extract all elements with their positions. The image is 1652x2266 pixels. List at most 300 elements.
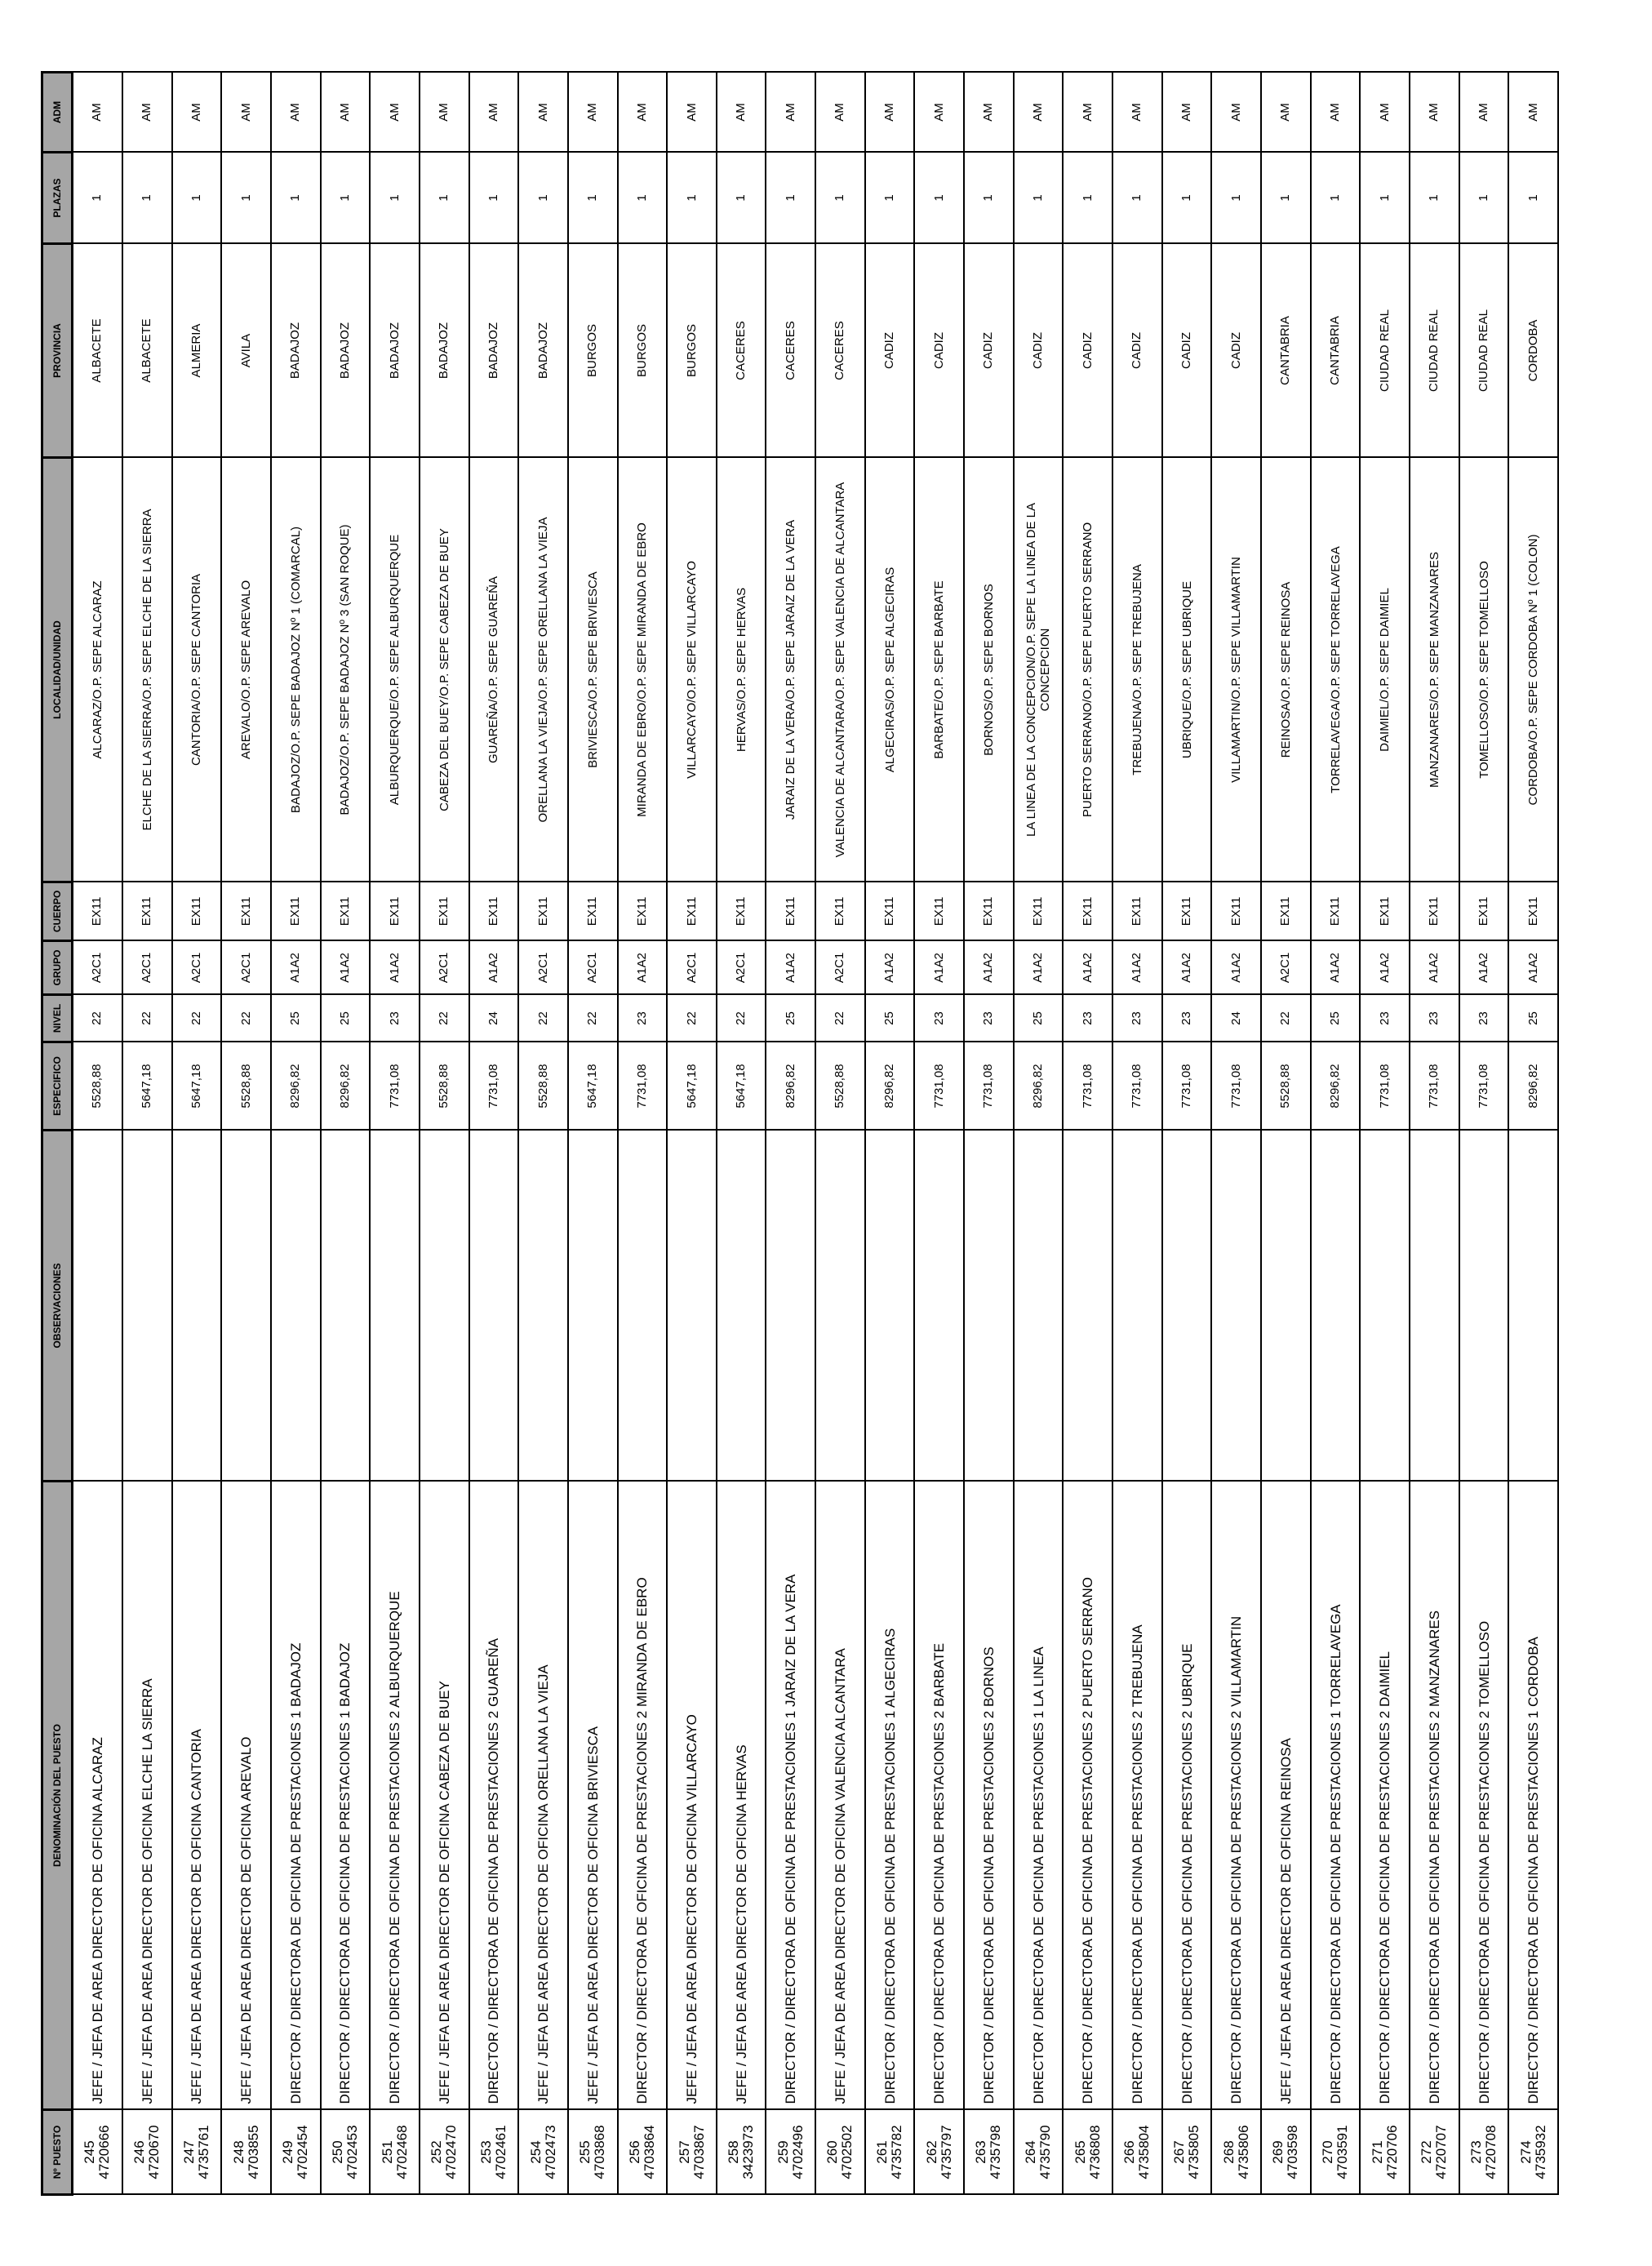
cell-nivel: 22 [1261, 995, 1311, 1042]
cell-cuerpo: EX11 [1063, 882, 1112, 941]
cell-especifico: 8296,82 [1311, 1042, 1361, 1131]
cell-localidad: AREVALO/O.P. SEPE AREVALO [221, 458, 271, 882]
cell-localidad: HERVAS/O.P. SEPE HERVAS [717, 458, 766, 882]
puesto-number: 252 [429, 2140, 445, 2164]
cell-especifico: 5528,88 [815, 1042, 865, 1131]
puesto-code: 3423973 [740, 2125, 757, 2179]
cell-observaciones [1261, 1131, 1311, 1482]
puesto-code: 4735761 [195, 2125, 211, 2179]
cell-grupo: A2C1 [1261, 941, 1311, 995]
header-nivel: NIVEL [42, 995, 73, 1042]
cell-cuerpo: EX11 [1014, 882, 1064, 941]
table-row [420, 73, 469, 2195]
puesto-code: 4703591 [1334, 2125, 1351, 2179]
cell-plazas: 1 [1162, 153, 1212, 244]
cell-plazas: 1 [1014, 153, 1064, 244]
table-row [964, 73, 1014, 2195]
cell-adm: AM [1261, 73, 1311, 153]
cell-localidad: ORELLANA LA VIEJA/O.P. SEPE ORELLANA LA VIEJA [518, 458, 568, 882]
cell-localidad: CABEZA DEL BUEY/O.P. SEPE CABEZA DE BUEY [420, 458, 469, 882]
cell-especifico: 8296,82 [1508, 1042, 1558, 1131]
cell-denominacion: JEFE / JEFA DE AREA DIRECTOR DE OFICINA VALENCIA ALCANTARA [815, 1482, 865, 2110]
cell-provincia: BURGOS [568, 244, 618, 458]
table-row [1508, 73, 1558, 2195]
cell-denominacion: JEFE / JEFA DE AREA DIRECTOR DE OFICINA CANTORIA [172, 1482, 222, 2110]
cell-nivel: 22 [420, 995, 469, 1042]
cell-provincia: AVILA [221, 244, 271, 458]
cell-puesto [1410, 2110, 1459, 2195]
puesto-number: 263 [973, 2140, 989, 2164]
cell-adm: AM [1014, 73, 1064, 153]
cell-plazas: 1 [122, 153, 172, 244]
table-row [518, 73, 568, 2195]
puesto-code: 4702454 [295, 2125, 311, 2179]
cell-observaciones [717, 1131, 766, 1482]
table-row [73, 73, 122, 2195]
cell-adm: AM [1360, 73, 1410, 153]
cell-denominacion: DIRECTOR / DIRECTORA DE OFICINA DE PRESTACIONES 1 TORRELAVEGA [1311, 1482, 1361, 2110]
puesto-code: 4735790 [1037, 2125, 1054, 2179]
cell-adm: AM [1459, 73, 1509, 153]
cell-observaciones [321, 1131, 371, 1482]
cell-provincia: ALMERIA [172, 244, 222, 458]
header-puesto: Nº PUESTO [42, 2110, 73, 2195]
cell-denominacion: JEFE / JEFA DE AREA DIRECTOR DE OFICINA ELCHE LA SIERRA [122, 1482, 172, 2110]
cell-provincia: CIUDAD REAL [1459, 244, 1509, 458]
cell-plazas: 1 [667, 153, 717, 244]
table-row [1014, 73, 1064, 2195]
puesto-number: 269 [1270, 2140, 1286, 2164]
cell-localidad: TREBUJENA/O.P. SEPE TREBUJENA [1112, 458, 1162, 882]
cell-grupo: A1A2 [618, 941, 668, 995]
cell-grupo: A2C1 [172, 941, 222, 995]
cell-localidad: REINOSA/O.P. SEPE REINOSA [1261, 458, 1311, 882]
puesto-code: 4702453 [344, 2125, 360, 2179]
cell-cuerpo: EX11 [1459, 882, 1509, 941]
table-row [1063, 73, 1112, 2195]
puesto-code: 4703855 [245, 2125, 261, 2179]
cell-nivel: 25 [1508, 995, 1558, 1042]
table-row [568, 73, 618, 2195]
cell-plazas: 1 [766, 153, 815, 244]
cell-puesto [717, 2110, 766, 2195]
cell-puesto [122, 2110, 172, 2195]
cell-grupo: A1A2 [1112, 941, 1162, 995]
cell-puesto [420, 2110, 469, 2195]
cell-localidad: BORNOS/O.P. SEPE BORNOS [964, 458, 1014, 882]
puesto-number: 261 [874, 2140, 890, 2164]
cell-nivel: 22 [717, 995, 766, 1042]
cell-localidad: TOMELLOSO/O.P. SEPE TOMELLOSO [1459, 458, 1509, 882]
puesto-number: 262 [923, 2140, 939, 2164]
cell-adm: AM [1410, 73, 1459, 153]
puesto-number: 267 [1171, 2140, 1188, 2164]
cell-puesto [1063, 2110, 1112, 2195]
cell-localidad: DAIMIEL/O.P. SEPE DAIMIEL [1360, 458, 1410, 882]
cell-nivel: 23 [370, 995, 420, 1042]
cell-puesto [73, 2110, 122, 2195]
cell-puesto [618, 2110, 668, 2195]
puesto-number: 259 [775, 2140, 791, 2164]
table-header-row [42, 73, 73, 2195]
table-row [717, 73, 766, 2195]
puesto-code: 4702468 [393, 2125, 410, 2179]
cell-grupo: A1A2 [321, 941, 371, 995]
puesto-code: 4720670 [146, 2125, 162, 2179]
cell-grupo: A1A2 [1508, 941, 1558, 995]
cell-adm: AM [1311, 73, 1361, 153]
puesto-number: 250 [329, 2140, 345, 2164]
cell-especifico: 5647,18 [568, 1042, 618, 1131]
cell-provincia: CORDOBA [1508, 244, 1558, 458]
cell-especifico: 7731,08 [469, 1042, 519, 1131]
cell-especifico: 8296,82 [271, 1042, 321, 1131]
cell-plazas: 1 [469, 153, 519, 244]
cell-puesto [1162, 2110, 1212, 2195]
cell-observaciones [420, 1131, 469, 1482]
cell-observaciones [518, 1131, 568, 1482]
cell-cuerpo: EX11 [469, 882, 519, 941]
cell-plazas: 1 [1410, 153, 1459, 244]
cell-provincia: BADAJOZ [469, 244, 519, 458]
cell-nivel: 25 [271, 995, 321, 1042]
cell-grupo: A1A2 [271, 941, 321, 995]
cell-adm: AM [667, 73, 717, 153]
puesto-code: 4702473 [542, 2125, 558, 2179]
table-row [172, 73, 222, 2195]
cell-plazas: 1 [914, 153, 964, 244]
cell-adm: AM [568, 73, 618, 153]
cell-especifico: 7731,08 [1459, 1042, 1509, 1131]
puesto-number: 251 [379, 2140, 395, 2164]
cell-especifico: 7731,08 [618, 1042, 668, 1131]
puesto-code: 4720706 [1383, 2125, 1400, 2179]
cell-nivel: 22 [815, 995, 865, 1042]
cell-nivel: 24 [469, 995, 519, 1042]
cell-observaciones [1211, 1131, 1261, 1482]
cell-provincia: ALBACETE [73, 244, 122, 458]
puesto-number: 255 [577, 2140, 593, 2164]
cell-localidad: VILLAMARTIN/O.P. SEPE VILLAMARTIN [1211, 458, 1261, 882]
cell-puesto [964, 2110, 1014, 2195]
cell-adm: AM [321, 73, 371, 153]
cell-adm: AM [618, 73, 668, 153]
cell-especifico: 5528,88 [221, 1042, 271, 1131]
cell-denominacion: DIRECTOR / DIRECTORA DE OFICINA DE PRESTACIONES 2 DAIMIEL [1360, 1482, 1410, 2110]
cell-puesto [914, 2110, 964, 2195]
cell-provincia: CANTABRIA [1261, 244, 1311, 458]
cell-puesto [766, 2110, 815, 2195]
cell-observaciones [370, 1131, 420, 1482]
table-body [73, 73, 1559, 2195]
cell-provincia: CIUDAD REAL [1360, 244, 1410, 458]
cell-cuerpo: EX11 [122, 882, 172, 941]
cell-denominacion: DIRECTOR / DIRECTORA DE OFICINA DE PRESTACIONES 2 TOMELLOSO [1459, 1482, 1509, 2110]
cell-provincia: CADIZ [1112, 244, 1162, 458]
cell-plazas: 1 [865, 153, 915, 244]
cell-localidad: VALENCIA DE ALCANTARA/O.P. SEPE VALENCIA DE ALCANTARA [815, 458, 865, 882]
cell-cuerpo: EX11 [717, 882, 766, 941]
cell-localidad: BRIVIESCA/O.P. SEPE BRIVIESCA [568, 458, 618, 882]
puesto-number: 253 [477, 2140, 494, 2164]
cell-especifico: 7731,08 [1410, 1042, 1459, 1131]
table-row [1162, 73, 1212, 2195]
cell-denominacion: DIRECTOR / DIRECTORA DE OFICINA DE PRESTACIONES 2 VILLAMARTIN [1211, 1482, 1261, 2110]
cell-puesto [1311, 2110, 1361, 2195]
cell-nivel: 22 [518, 995, 568, 1042]
cell-grupo: A2C1 [122, 941, 172, 995]
puesto-number: 274 [1517, 2140, 1534, 2164]
cell-provincia: CADIZ [1211, 244, 1261, 458]
cell-adm: AM [1063, 73, 1112, 153]
cell-adm: AM [717, 73, 766, 153]
cell-cuerpo: EX11 [73, 882, 122, 941]
cell-adm: AM [1162, 73, 1212, 153]
cell-localidad: BADAJOZ/O.P. SEPE BADAJOZ Nº 3 (SAN ROQUE) [321, 458, 371, 882]
cell-nivel: 23 [1360, 995, 1410, 1042]
cell-observaciones [122, 1131, 172, 1482]
cell-grupo: A2C1 [667, 941, 717, 995]
cell-provincia: BADAJOZ [518, 244, 568, 458]
table-row [1211, 73, 1261, 2195]
puesto-number: 264 [1023, 2140, 1039, 2164]
cell-adm: AM [172, 73, 222, 153]
cell-especifico: 7731,08 [1063, 1042, 1112, 1131]
cell-plazas: 1 [1459, 153, 1509, 244]
cell-nivel: 23 [964, 995, 1014, 1042]
cell-plazas: 1 [321, 153, 371, 244]
cell-puesto [321, 2110, 371, 2195]
cell-observaciones [1360, 1131, 1410, 1482]
table-row [1410, 73, 1459, 2195]
cell-puesto [271, 2110, 321, 2195]
cell-cuerpo: EX11 [914, 882, 964, 941]
cell-observaciones [469, 1131, 519, 1482]
puesto-number: 254 [527, 2140, 544, 2164]
cell-especifico: 5528,88 [518, 1042, 568, 1131]
cell-adm: AM [271, 73, 321, 153]
cell-localidad: JARAIZ DE LA VERA/O.P. SEPE JARAIZ DE LA VERA [766, 458, 815, 882]
puesto-code: 4735806 [1235, 2125, 1251, 2179]
cell-denominacion: JEFE / JEFA DE AREA DIRECTOR DE OFICINA VILLARCAYO [667, 1482, 717, 2110]
cell-adm: AM [1112, 73, 1162, 153]
cell-grupo: A1A2 [964, 941, 1014, 995]
cell-grupo: A2C1 [221, 941, 271, 995]
cell-cuerpo: EX11 [568, 882, 618, 941]
cell-puesto [221, 2110, 271, 2195]
cell-especifico: 8296,82 [1014, 1042, 1064, 1131]
cell-denominacion: JEFE / JEFA DE AREA DIRECTOR DE OFICINA AREVALO [221, 1482, 271, 2110]
puesto-code: 4702502 [839, 2125, 855, 2179]
cell-puesto [172, 2110, 222, 2195]
table-row [370, 73, 420, 2195]
cell-cuerpo: EX11 [271, 882, 321, 941]
cell-plazas: 1 [815, 153, 865, 244]
puesto-code: 4720666 [96, 2125, 113, 2179]
cell-adm: AM [766, 73, 815, 153]
cell-nivel: 23 [1410, 995, 1459, 1042]
puesto-number: 257 [676, 2140, 692, 2164]
cell-provincia: BURGOS [618, 244, 668, 458]
puesto-code: 4720708 [1483, 2125, 1499, 2179]
cell-provincia: BADAJOZ [370, 244, 420, 458]
puesto-code: 4702470 [443, 2125, 460, 2179]
cell-especifico: 7731,08 [1211, 1042, 1261, 1131]
puesto-number: 247 [180, 2140, 197, 2164]
cell-denominacion: DIRECTOR / DIRECTORA DE OFICINA DE PRESTACIONES 2 MIRANDA DE EBRO [618, 1482, 668, 2110]
cell-cuerpo: EX11 [1211, 882, 1261, 941]
cell-nivel: 24 [1211, 995, 1261, 1042]
puesto-number: 260 [824, 2140, 841, 2164]
cell-grupo: A2C1 [568, 941, 618, 995]
puesto-code: 4735805 [1186, 2125, 1202, 2179]
cell-provincia: BADAJOZ [271, 244, 321, 458]
cell-denominacion: DIRECTOR / DIRECTORA DE OFICINA DE PRESTACIONES 2 ALBURQUERQUE [370, 1482, 420, 2110]
cell-observaciones [964, 1131, 1014, 1482]
cell-plazas: 1 [370, 153, 420, 244]
cell-denominacion: DIRECTOR / DIRECTORA DE OFICINA DE PRESTACIONES 2 MANZANARES [1410, 1482, 1459, 2110]
cell-especifico: 8296,82 [766, 1042, 815, 1131]
puesto-number: 248 [230, 2140, 246, 2164]
cell-grupo: A2C1 [518, 941, 568, 995]
puesto-code: 4735798 [988, 2125, 1004, 2179]
cell-plazas: 1 [1112, 153, 1162, 244]
cell-localidad: TORRELAVEGA/O.P. SEPE TORRELAVEGA [1311, 458, 1361, 882]
cell-provincia: BADAJOZ [420, 244, 469, 458]
cell-especifico: 7731,08 [370, 1042, 420, 1131]
cell-nivel: 25 [766, 995, 815, 1042]
cell-localidad: PUERTO SERRANO/O.P. SEPE PUERTO SERRANO [1063, 458, 1112, 882]
cell-plazas: 1 [1360, 153, 1410, 244]
cell-grupo: A1A2 [370, 941, 420, 995]
cell-provincia: BURGOS [667, 244, 717, 458]
cell-nivel: 22 [172, 995, 222, 1042]
cell-denominacion: DIRECTOR / DIRECTORA DE OFICINA DE PRESTACIONES 1 JARAIZ DE LA VERA [766, 1482, 815, 2110]
cell-puesto [1261, 2110, 1311, 2195]
puesto-number: 272 [1419, 2140, 1435, 2164]
cell-puesto [1014, 2110, 1064, 2195]
rotated-table-container [41, 73, 1559, 2196]
cell-nivel: 22 [568, 995, 618, 1042]
cell-observaciones [667, 1131, 717, 1482]
cell-cuerpo: EX11 [221, 882, 271, 941]
puesto-code: 4702461 [492, 2125, 508, 2179]
cell-localidad: ALCARAZ/O.P. SEPE ALCARAZ [73, 458, 122, 882]
cell-observaciones [172, 1131, 222, 1482]
cell-nivel: 22 [667, 995, 717, 1042]
cell-grupo: A1A2 [1162, 941, 1212, 995]
cell-cuerpo: EX11 [370, 882, 420, 941]
cell-plazas: 1 [1261, 153, 1311, 244]
cell-especifico: 5647,18 [172, 1042, 222, 1131]
cell-plazas: 1 [221, 153, 271, 244]
table-row [618, 73, 668, 2195]
cell-localidad: LA LINEA DE LA CONCEPCION/O.P. SEPE LA LINEA DE LA CONCEPCION [1014, 458, 1064, 882]
cell-adm: AM [1508, 73, 1558, 153]
cell-observaciones [221, 1131, 271, 1482]
cell-puesto [1508, 2110, 1558, 2195]
cell-puesto [1360, 2110, 1410, 2195]
puesto-number: 271 [1369, 2140, 1385, 2164]
cell-adm: AM [420, 73, 469, 153]
cell-provincia: CADIZ [865, 244, 915, 458]
cell-provincia: BADAJOZ [321, 244, 371, 458]
cell-adm: AM [914, 73, 964, 153]
cell-denominacion: JEFE / JEFA DE AREA DIRECTOR DE OFICINA BRIVIESCA [568, 1482, 618, 2110]
cell-puesto [469, 2110, 519, 2195]
puesto-code: 4703868 [592, 2125, 608, 2179]
puesto-number: 249 [280, 2140, 296, 2164]
cell-observaciones [914, 1131, 964, 1482]
cell-grupo: A1A2 [1360, 941, 1410, 995]
cell-observaciones [766, 1131, 815, 1482]
cell-puesto [1459, 2110, 1509, 2195]
cell-adm: AM [1211, 73, 1261, 153]
puesto-code: 4735797 [938, 2125, 954, 2179]
cell-denominacion: DIRECTOR / DIRECTORA DE OFICINA DE PRESTACIONES 2 BARBATE [914, 1482, 964, 2110]
cell-cuerpo: EX11 [618, 882, 668, 941]
cell-localidad: ALBURQUERQUE/O.P. SEPE ALBURQUERQUE [370, 458, 420, 882]
cell-adm: AM [122, 73, 172, 153]
cell-nivel: 23 [1459, 995, 1509, 1042]
cell-cuerpo: EX11 [1261, 882, 1311, 941]
cell-especifico: 5647,18 [122, 1042, 172, 1131]
puesto-number: 270 [1320, 2140, 1336, 2164]
cell-cuerpo: EX11 [964, 882, 1014, 941]
cell-localidad: BADAJOZ/O.P. SEPE BADAJOZ Nº 1 (COMARCAL) [271, 458, 321, 882]
cell-observaciones [1311, 1131, 1361, 1482]
cell-especifico: 8296,82 [321, 1042, 371, 1131]
cell-provincia: CACERES [766, 244, 815, 458]
puesto-number: 246 [131, 2140, 148, 2164]
cell-especifico: 7731,08 [1112, 1042, 1162, 1131]
cell-grupo: A1A2 [469, 941, 519, 995]
cell-nivel: 25 [1311, 995, 1361, 1042]
cell-grupo: A1A2 [1459, 941, 1509, 995]
puesto-code: 4703867 [691, 2125, 707, 2179]
table-row [914, 73, 964, 2195]
cell-puesto [568, 2110, 618, 2195]
cell-nivel: 23 [1112, 995, 1162, 1042]
cell-localidad: GUAREÑA/O.P. SEPE GUAREÑA [469, 458, 519, 882]
cell-provincia: CIUDAD REAL [1410, 244, 1459, 458]
cell-provincia: CADIZ [1063, 244, 1112, 458]
cell-cuerpo: EX11 [667, 882, 717, 941]
cell-puesto [518, 2110, 568, 2195]
cell-observaciones [73, 1131, 122, 1482]
cell-denominacion: JEFE / JEFA DE AREA DIRECTOR DE OFICINA ALCARAZ [73, 1482, 122, 2110]
cell-grupo: A1A2 [1063, 941, 1112, 995]
cell-plazas: 1 [717, 153, 766, 244]
cell-adm: AM [73, 73, 122, 153]
cell-especifico: 5528,88 [420, 1042, 469, 1131]
table-row [667, 73, 717, 2195]
cell-provincia: CANTABRIA [1311, 244, 1361, 458]
cell-cuerpo: EX11 [1311, 882, 1361, 941]
cell-nivel: 25 [865, 995, 915, 1042]
puesto-code: 4703864 [641, 2125, 657, 2179]
table-row [815, 73, 865, 2195]
header-cuerpo: CUERPO [42, 882, 73, 941]
cell-puesto [370, 2110, 420, 2195]
cell-plazas: 1 [1508, 153, 1558, 244]
cell-nivel: 22 [73, 995, 122, 1042]
cell-localidad: CANTORIA/O.P. SEPE CANTORIA [172, 458, 222, 882]
cell-observaciones [1162, 1131, 1212, 1482]
cell-observaciones [1459, 1131, 1509, 1482]
cell-localidad: ELCHE DE LA SIERRA/O.P. SEPE ELCHE DE LA SIERRA [122, 458, 172, 882]
table-row [1360, 73, 1410, 2195]
